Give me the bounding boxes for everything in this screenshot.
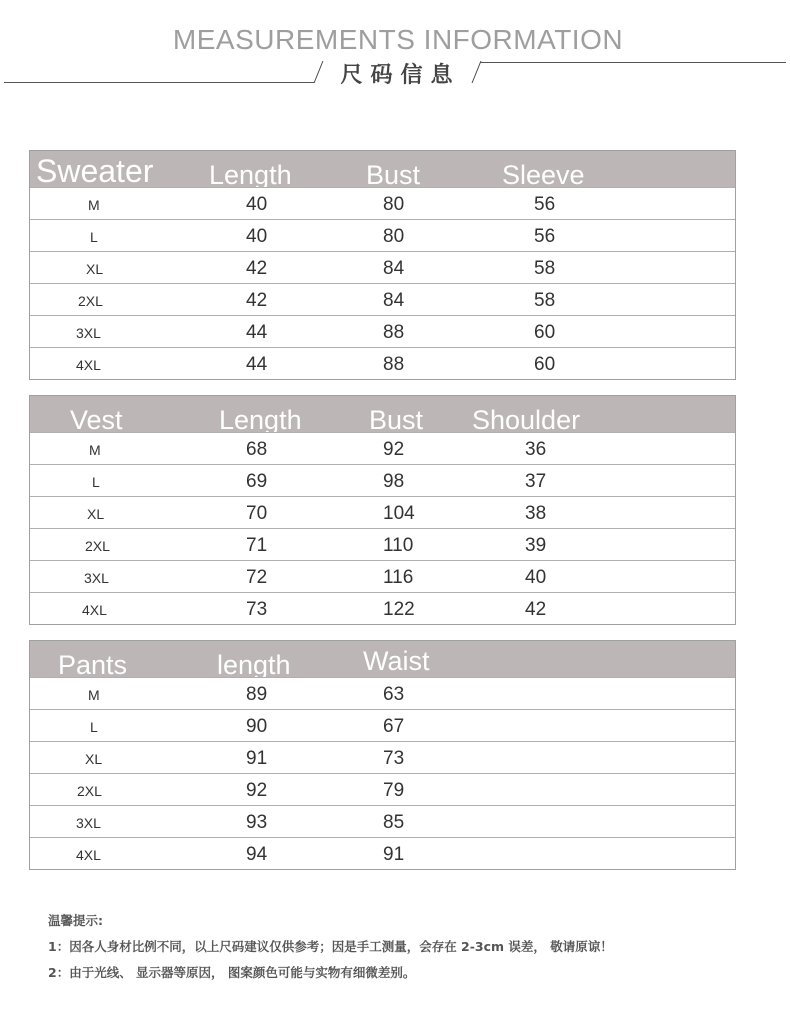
- value-cell: 80: [383, 194, 405, 215]
- table-row: [30, 283, 735, 315]
- column-header: Pants: [58, 650, 128, 680]
- notes-heading: 温馨提示:: [48, 913, 103, 928]
- size-cell: XL: [85, 751, 103, 767]
- value-cell: 88: [383, 322, 405, 343]
- value-cell: 92: [383, 439, 405, 460]
- column-header: Length: [219, 405, 302, 435]
- value-cell: 84: [383, 290, 405, 311]
- table-row: [30, 592, 735, 624]
- value-cell: 36: [525, 439, 547, 460]
- note-item: 2：由于光线、 显示器等原因， 图案颜色可能与实物有细微差别。: [48, 965, 416, 980]
- table-row: [30, 805, 735, 837]
- value-cell: 56: [534, 226, 556, 247]
- value-cell: 93: [246, 812, 268, 833]
- value-cell: 92: [246, 780, 268, 801]
- size-cell: 2XL: [77, 783, 102, 799]
- value-cell: 104: [383, 503, 415, 524]
- page-header: [0, 0, 790, 100]
- table-row: [30, 464, 735, 496]
- value-cell: 40: [525, 567, 547, 588]
- table-row: [30, 251, 735, 283]
- value-cell: 110: [383, 535, 414, 556]
- value-cell: 63: [383, 684, 405, 705]
- note-item: 1：因各人身材比例不同，以上尺码建议仅供参考；因是手工测量，会存在 2-3cm 误差， 敬请原谅！: [48, 939, 613, 954]
- value-cell: 122: [383, 599, 415, 620]
- size-cell: M: [88, 687, 100, 703]
- size-cell: M: [89, 442, 101, 458]
- table-row: [30, 187, 735, 219]
- table-row: [30, 432, 735, 464]
- table-row: [30, 773, 735, 805]
- column-header: Vest: [70, 405, 123, 435]
- value-cell: 40: [246, 226, 268, 247]
- value-cell: 71: [246, 535, 268, 556]
- size-cell: 3XL: [84, 570, 109, 586]
- value-cell: 85: [383, 812, 405, 833]
- header-rule-right: [480, 62, 786, 63]
- table-header-row: [30, 641, 735, 680]
- value-cell: 40: [246, 194, 268, 215]
- value-cell: 116: [383, 567, 414, 588]
- column-header: Waist: [363, 646, 430, 676]
- value-cell: 98: [383, 471, 405, 492]
- value-cell: 70: [246, 503, 268, 524]
- size-cell: 4XL: [82, 602, 107, 618]
- page-title-chinese: 尺码信息: [340, 63, 461, 88]
- table-row: [30, 677, 735, 709]
- value-cell: 73: [383, 748, 405, 769]
- column-header: Sweater: [36, 153, 154, 189]
- value-cell: 58: [534, 290, 556, 311]
- value-cell: 44: [246, 354, 268, 375]
- column-header: Shoulder: [472, 405, 581, 435]
- header-slash-left: [314, 61, 324, 83]
- value-cell: 72: [246, 567, 268, 588]
- value-cell: 42: [246, 258, 268, 279]
- table-row: [30, 315, 735, 347]
- size-cell: L: [92, 474, 100, 490]
- vest-size-table: [29, 395, 736, 625]
- table-row: [30, 741, 735, 773]
- size-cell: 4XL: [76, 847, 101, 863]
- value-cell: 69: [246, 471, 268, 492]
- value-cell: 38: [525, 503, 547, 524]
- value-cell: 58: [534, 258, 556, 279]
- table-row: [30, 347, 735, 379]
- table-row: [30, 496, 735, 528]
- value-cell: 44: [246, 322, 268, 343]
- value-cell: 60: [534, 354, 556, 375]
- size-cell: 3XL: [76, 815, 101, 831]
- column-header: Length: [209, 160, 292, 190]
- table-row: [30, 219, 735, 251]
- value-cell: 84: [383, 258, 405, 279]
- column-header: Bust: [366, 160, 421, 190]
- size-cell: XL: [86, 261, 104, 277]
- size-cell: M: [88, 197, 100, 213]
- column-header: length: [217, 650, 291, 680]
- value-cell: 39: [525, 535, 547, 556]
- table-row: [30, 560, 735, 592]
- header-slash-right: [472, 61, 482, 83]
- column-header: Bust: [369, 405, 424, 435]
- value-cell: 91: [383, 844, 405, 865]
- notes-section: [48, 912, 768, 990]
- value-cell: 56: [534, 194, 556, 215]
- value-cell: 42: [246, 290, 268, 311]
- value-cell: 42: [525, 599, 547, 620]
- size-cell: L: [90, 719, 98, 735]
- size-cell: 2XL: [78, 293, 103, 309]
- size-cell: 3XL: [76, 325, 101, 341]
- table-row: [30, 528, 735, 560]
- size-cell: 2XL: [85, 538, 110, 554]
- table-header-row: [30, 396, 735, 435]
- value-cell: 88: [383, 354, 405, 375]
- value-cell: 79: [383, 780, 405, 801]
- value-cell: 60: [534, 322, 556, 343]
- pants-size-table: [29, 640, 736, 870]
- value-cell: 89: [246, 684, 268, 705]
- value-cell: 73: [246, 599, 268, 620]
- table-header-row: [30, 151, 735, 190]
- value-cell: 37: [525, 471, 547, 492]
- value-cell: 94: [246, 844, 268, 865]
- value-cell: 91: [246, 748, 268, 769]
- size-cell: 4XL: [76, 357, 101, 373]
- size-cell: XL: [87, 506, 105, 522]
- value-cell: 67: [383, 716, 405, 737]
- value-cell: 80: [383, 226, 405, 247]
- value-cell: 90: [246, 716, 268, 737]
- page-title-english: MEASUREMENTS INFORMATION: [172, 24, 624, 55]
- table-row: [30, 709, 735, 741]
- sweater-size-table: [29, 150, 736, 380]
- column-header: Sleeve: [502, 160, 585, 190]
- size-cell: L: [90, 229, 98, 245]
- value-cell: 68: [246, 439, 268, 460]
- header-rule-left: [4, 82, 314, 83]
- table-row: [30, 837, 735, 869]
